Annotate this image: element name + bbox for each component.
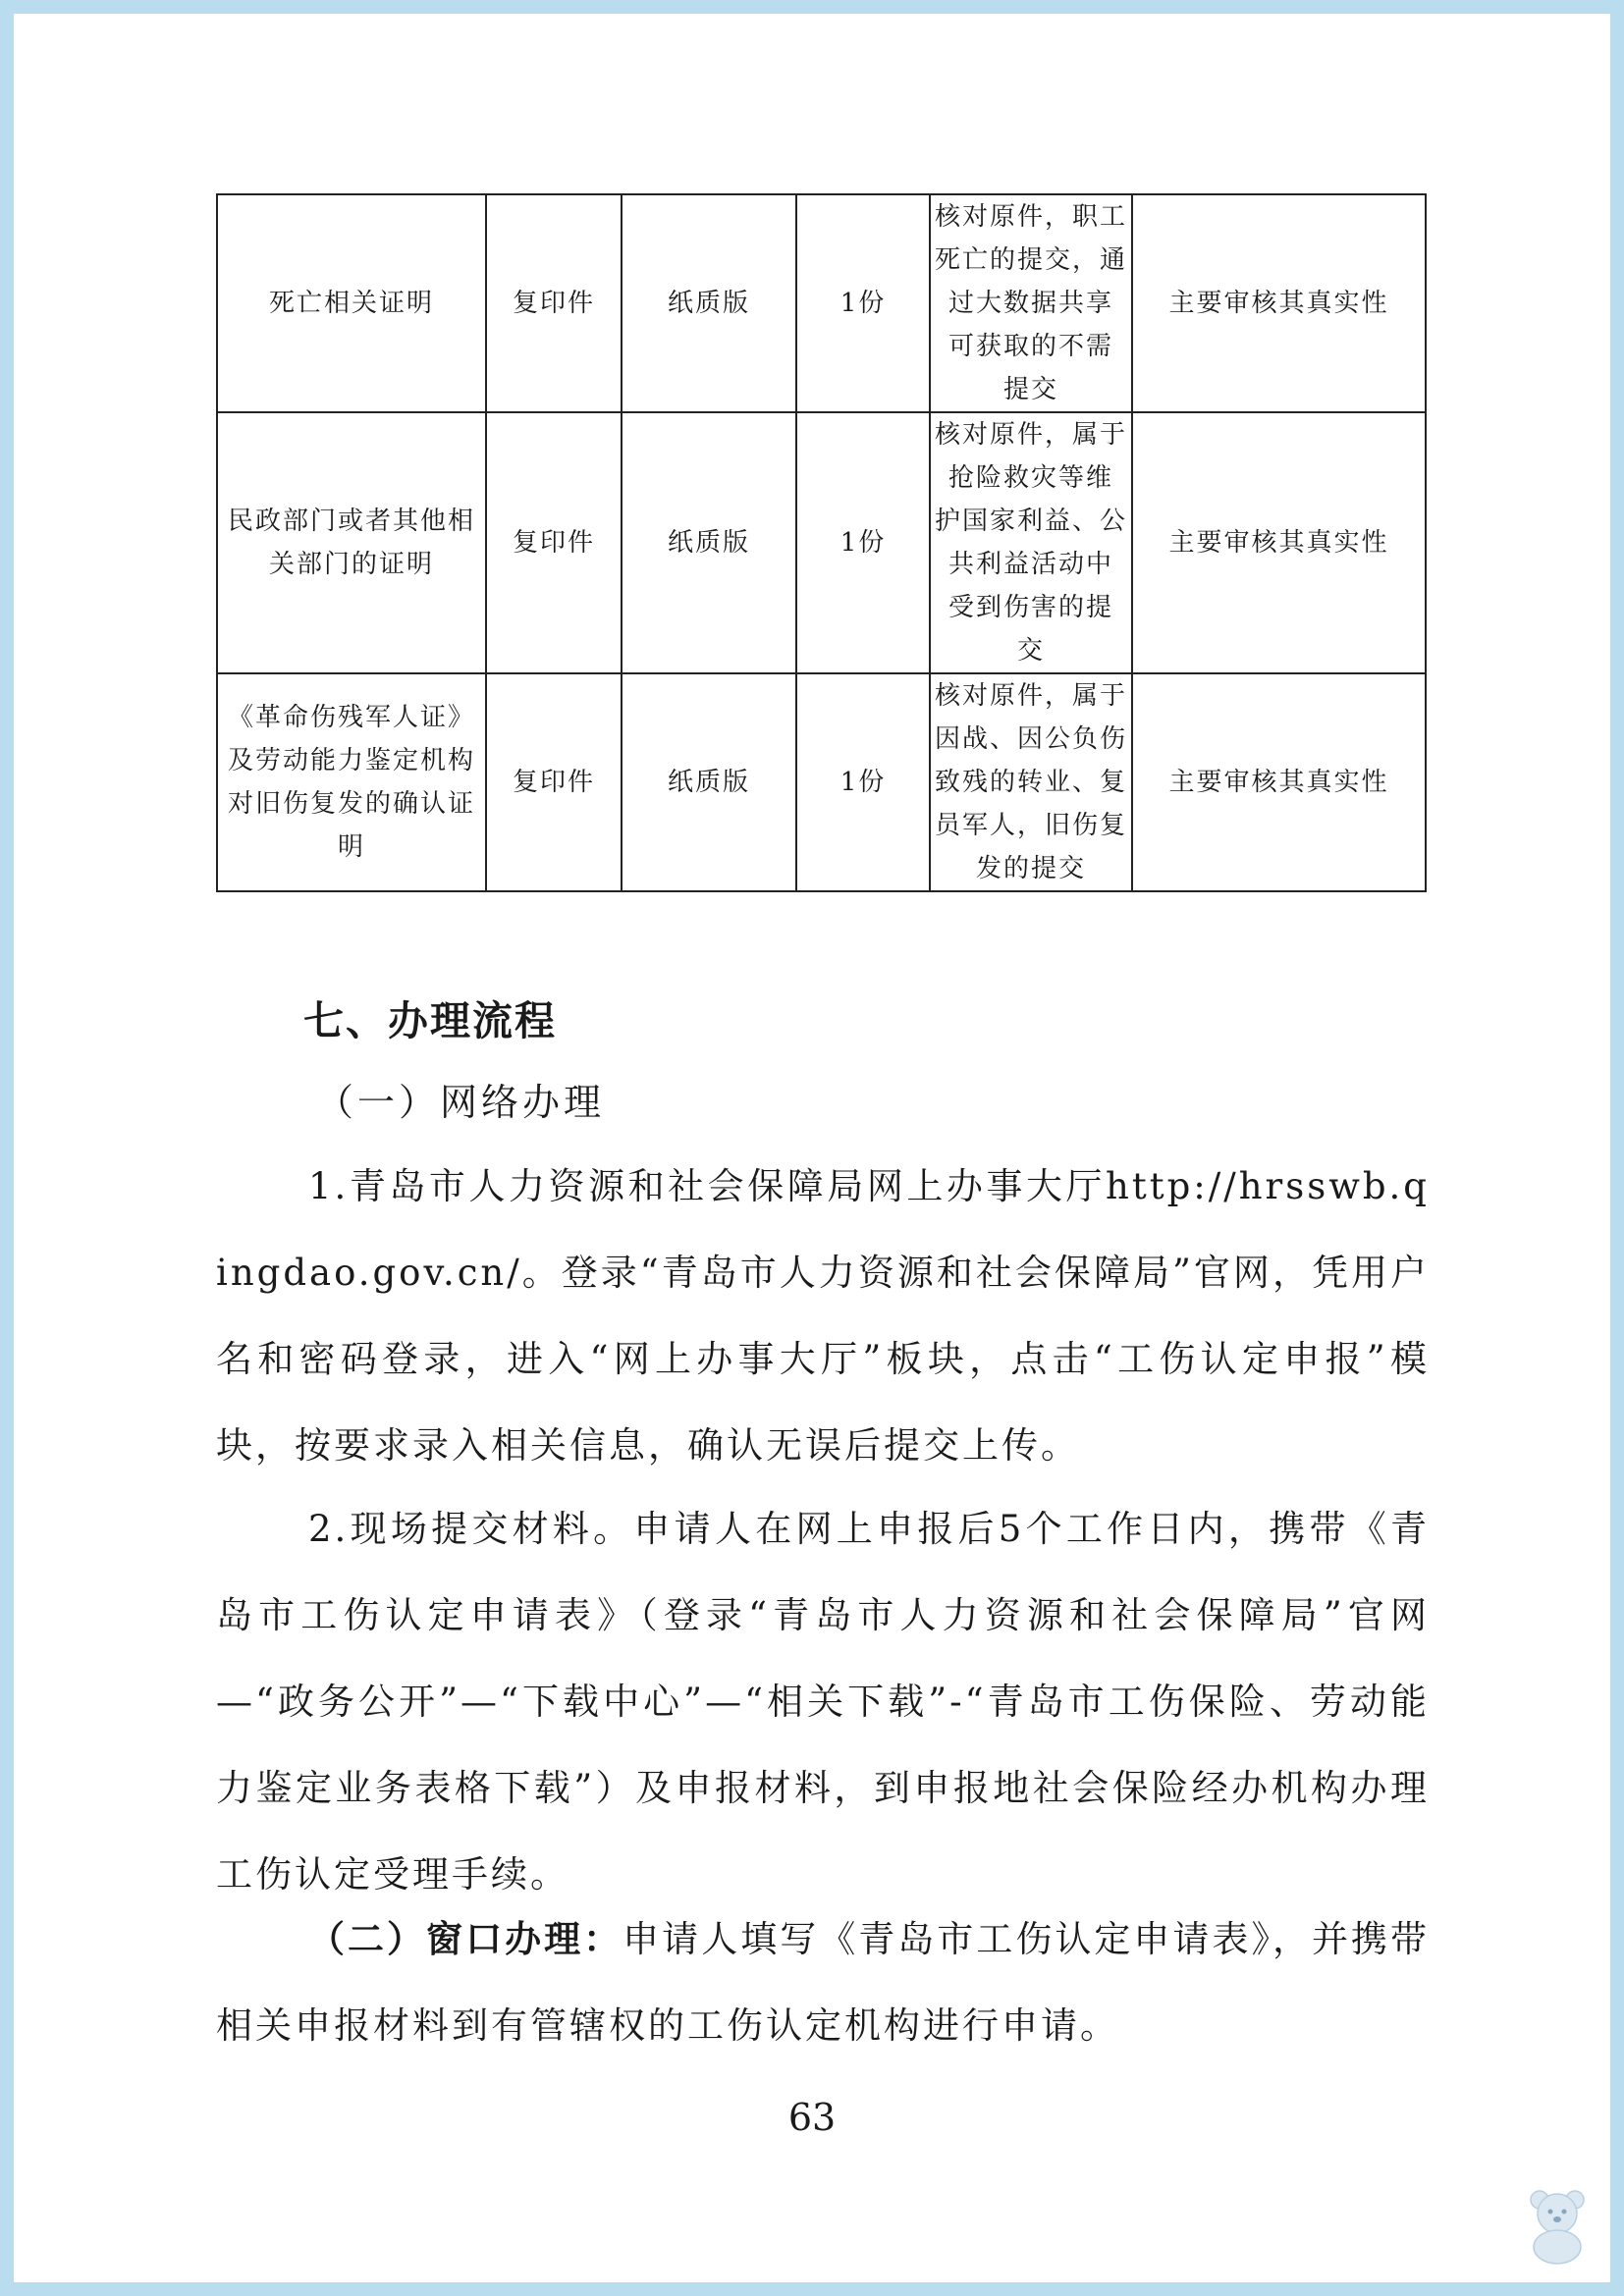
material-review-cell: 主要审核其真实性 (1132, 194, 1426, 412)
material-quantity-cell: 1份 (796, 412, 930, 673)
table-row (217, 194, 1426, 412)
material-quantity-cell: 1份 (796, 194, 930, 412)
material-note-line: 交 (1016, 636, 1045, 666)
material-name-cell: 死亡相关证明 (217, 194, 486, 412)
material-medium-cell: 纸质版 (622, 412, 796, 673)
material-note-line: 抢险救灾等维 (947, 463, 1113, 493)
material-note-line: 死亡的提交，通 (934, 245, 1127, 275)
material-note-line: 提交 (1002, 375, 1058, 404)
material-note-line: 核对原件，属于 (934, 681, 1127, 711)
materials-table-body (217, 194, 1426, 891)
material-form-cell: 复印件 (486, 412, 622, 673)
material-note-line: 致残的转业、复 (934, 768, 1127, 797)
material-name-cell: 民政部门或者其他相关部门的证明 (217, 412, 486, 673)
page-number: 63 (787, 2096, 837, 2139)
material-note-line: 共利益活动中 (947, 550, 1113, 579)
material-note-line: 核对原件，职工 (934, 202, 1127, 232)
material-quantity-cell: 1份 (796, 673, 930, 891)
material-note-line: 过大数据共享 (947, 289, 1113, 318)
section-heading: 七、办理流程 (303, 997, 557, 1044)
material-note-line: 受到伤害的提 (947, 593, 1113, 622)
material-medium-cell: 纸质版 (622, 673, 796, 891)
table-row (217, 412, 1426, 673)
material-review-cell: 主要审核其真实性 (1132, 412, 1426, 673)
material-note-line: 可获取的不需 (947, 332, 1113, 361)
material-note-line: 发的提交 (975, 854, 1086, 883)
material-medium-cell: 纸质版 (622, 194, 796, 412)
material-review-cell: 主要审核其真实性 (1132, 673, 1426, 891)
materials-table (216, 193, 1427, 892)
material-note-line: 员军人，旧伤复 (934, 811, 1127, 840)
document-page (14, 14, 1610, 2282)
bear-watermark-icon (1524, 2186, 1591, 2265)
material-note-line: 因战、因公负伤 (934, 724, 1127, 754)
material-note-cell (930, 673, 1132, 891)
paragraph-online-portal: 1.青岛市人力资源和社会保障局网上办事大厅http://hrsswb.qingdao.gov.cn/。登录“青岛市人力资源和社会保障局”官网，凭用户名和密码登录，进入“网上办事大厅”板块，点击“工伤认定申报”模块，按要求录入相关信息，确认无误后提交上传。 (216, 1165, 1430, 1467)
paragraph-onsite-submission: 2.现场提交材料。申请人在网上申报后5个工作日内，携带《青岛市工伤认定申请表》（登录“青岛市人力资源和社会保障局”官网—“政务公开”—“下载中心”—“相关下载”-“青岛市工伤保险、劳动能力鉴定业务表格下载”）及申报材料，到申报地社会保险经办机构办理工伤认定受理手续。 (216, 1508, 1430, 1896)
material-note-line: 护国家利益、公 (934, 507, 1127, 536)
material-name-cell: 《革命伤残军人证》及劳动能力鉴定机构对旧伤复发的确认证明 (217, 673, 486, 891)
material-form-cell: 复印件 (486, 194, 622, 412)
paragraph-window-body: 申请人填写《青岛市工伤认定申请表》，并携带相关申报材料到有管辖权的工伤认定机构进行申请。 (216, 1918, 1431, 2047)
paragraph-window-lead: （二）窗口办理： (308, 1917, 623, 1960)
material-form-cell: 复印件 (486, 673, 622, 891)
material-note-line: 核对原件，属于 (934, 420, 1127, 450)
material-note-cell (930, 194, 1132, 412)
material-note-cell (930, 412, 1132, 673)
table-row (217, 673, 1426, 891)
subsection-heading: （一）网络办理 (316, 1081, 606, 1124)
paragraph-window-handling (216, 1896, 1430, 2069)
